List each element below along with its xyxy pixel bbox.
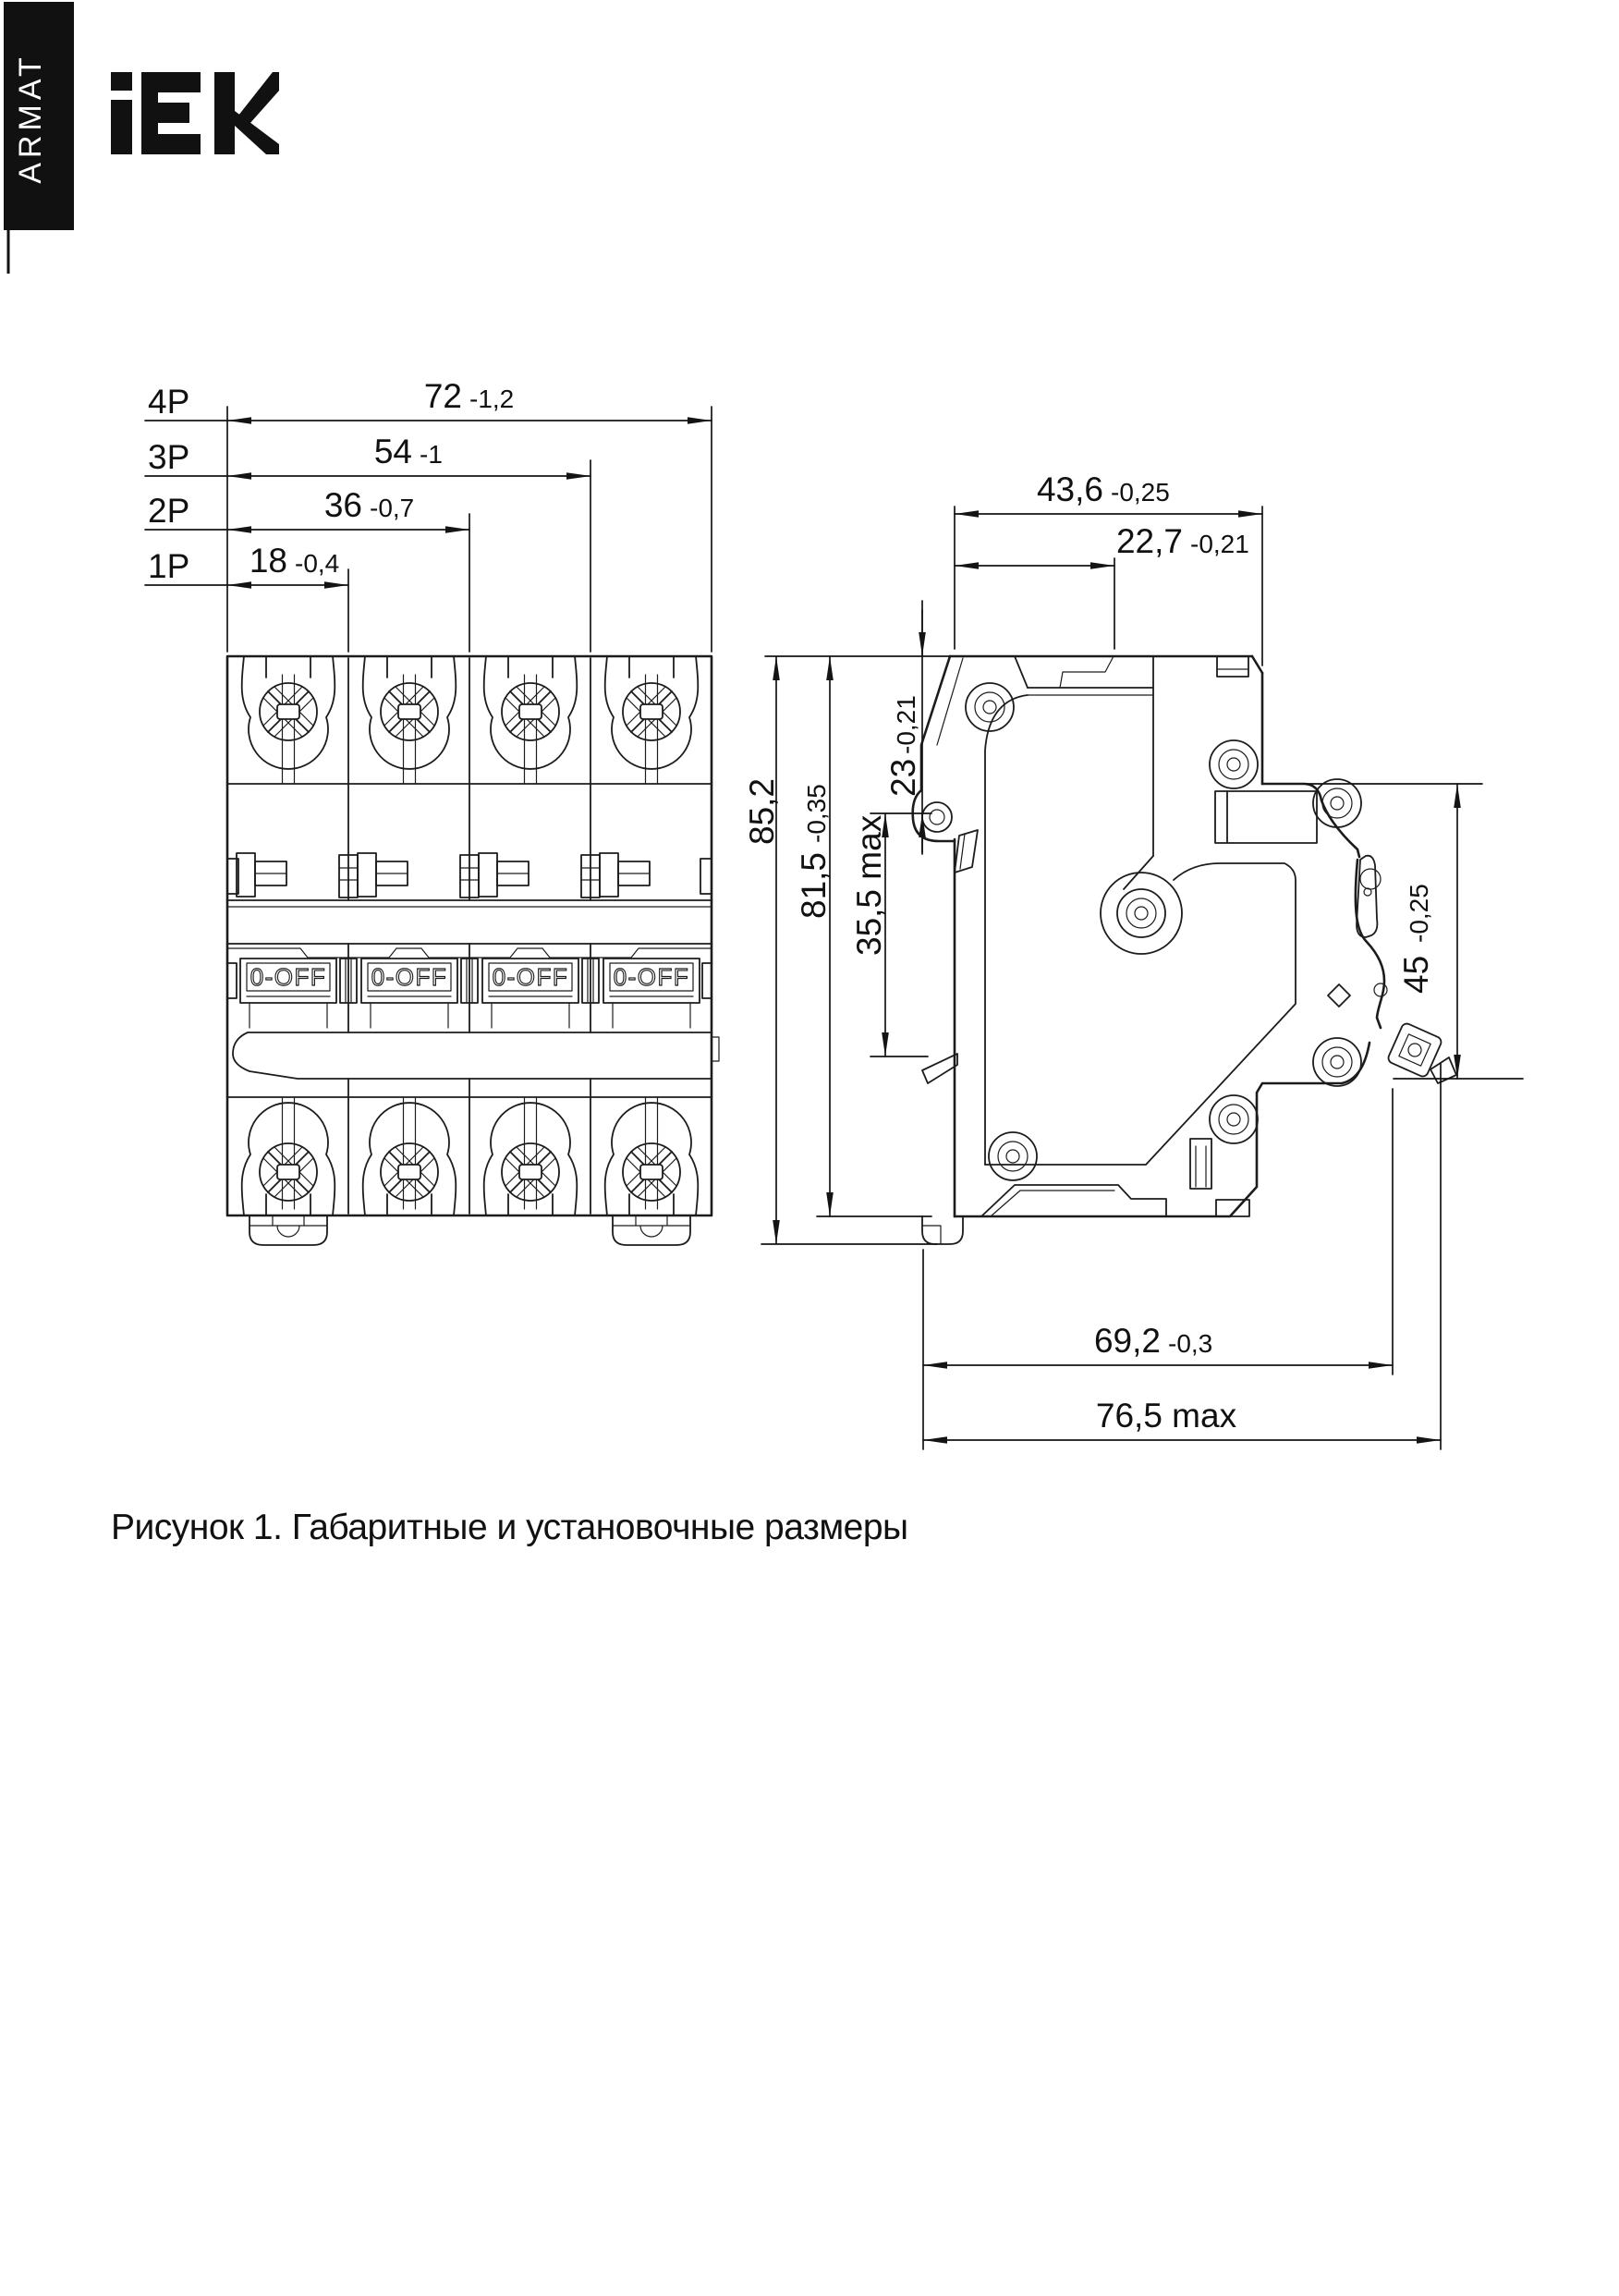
handle-window (1215, 791, 1317, 843)
toggle-label-3: 0-OFF (492, 963, 569, 991)
dim-54-tol: -1 (420, 440, 443, 469)
dim-36: 36 (323, 486, 362, 524)
din-clip (1328, 856, 1456, 1083)
dim-18: 18 (249, 542, 287, 580)
side-view (913, 656, 1456, 1244)
toggle-label-4: 0-OFF (613, 963, 690, 991)
front-view (227, 656, 719, 1245)
dim-23: 23 (884, 758, 922, 797)
dim-69-2: 69,2 (1093, 1322, 1161, 1360)
pole-label-2p: 2P (148, 492, 190, 530)
dim-81-5-tol: -0,35 (802, 784, 831, 843)
toggle-label-1: 0-OFF (250, 963, 327, 991)
dim-45-tol: -0,25 (1405, 884, 1433, 943)
rail-catch-tab-upper (955, 830, 978, 873)
dim-45: 45 (1397, 955, 1435, 994)
series-vertical-label: ARMAT (13, 53, 48, 184)
dim-81-5: 81,5 (795, 851, 833, 919)
rail-catch-tab-lower (922, 1054, 957, 1083)
pole-dividers (348, 658, 590, 1214)
dim-76-5: 76,5 max (1095, 1397, 1237, 1435)
din-foot-right (613, 1215, 690, 1245)
top-clip-pocket (1217, 656, 1248, 677)
toggle-label-2: 0-OFF (371, 963, 448, 991)
lower-handle-bar (233, 1032, 712, 1079)
pole-label-4p: 4P (148, 383, 190, 421)
dim-35-5: 35,5 max (850, 814, 888, 956)
dim-69-2-tol: -0,3 (1168, 1329, 1213, 1358)
dim-72: 72 (423, 377, 462, 415)
dim-85-2: 85,2 (743, 777, 781, 845)
dim-72-tol: -1,2 (469, 385, 515, 413)
dim-18-tol: -0,4 (295, 549, 340, 578)
dim-36-tol: -0,7 (370, 494, 415, 522)
dim-43-6-tol: -0,25 (1111, 478, 1170, 507)
front-dimensions (145, 377, 712, 652)
figure-caption: Рисунок 1. Габаритные и установочные размеры (111, 1508, 908, 1547)
dim-54: 54 (373, 433, 412, 470)
dim-23-tol: -0,21 (892, 695, 920, 754)
pole-label-1p: 1P (148, 547, 190, 585)
dim-22-7-tol: -0,21 (1190, 530, 1249, 558)
pole-label-3p: 3P (148, 438, 190, 476)
dim-43-6: 43,6 (1036, 470, 1103, 508)
din-foot-left (250, 1215, 327, 1245)
brand-area (4, 2, 279, 274)
iek-logo (111, 72, 279, 154)
dim-22-7: 22,7 (1115, 522, 1183, 560)
side-dimensions (743, 470, 1523, 1449)
